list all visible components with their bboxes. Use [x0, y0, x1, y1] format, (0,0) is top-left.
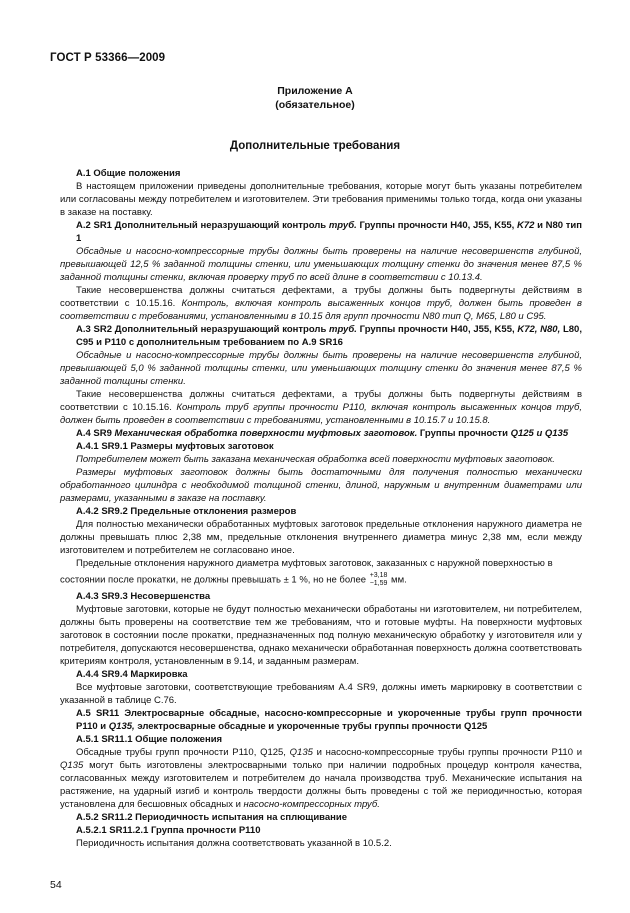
appendix-subtitle: (обязательное): [275, 99, 355, 111]
heading-text: A.4 SR9: [76, 428, 115, 439]
tolerance-minus: −1,59: [369, 580, 388, 587]
tolerance-text: состоянии после прокатки, не должны превышать ± 1 %, но не более: [60, 574, 367, 586]
heading-text: Группы прочности: [417, 428, 511, 439]
paragraph-italic-text: Q135: [60, 760, 84, 771]
tolerance-unit: мм.: [391, 574, 407, 586]
heading-italic-text: Механическая обработка поверхности муфтовых заготовок.: [114, 428, 418, 439]
section-heading-a1: A.1 Общие положения: [76, 168, 181, 179]
appendix-title: Приложение А: [277, 85, 353, 97]
paragraph-italic-text: Контроль труб группы прочности P110, включая контроль высаженных концов труб, должен быть проведен в соответствии с требованиями, установленными в 10.15.7 и 10.15.8.: [60, 402, 582, 426]
paragraph: Все муфтовые заготовки, соответствующие требованиям A.4 SR9, должны иметь маркировку в соответствии с указанной в таблице C.76.: [60, 682, 582, 706]
heading-text: L80, C95 и P110 с дополнительным требованием по A.9 SR16: [76, 324, 582, 348]
heading-italic-text: K72: [516, 220, 535, 231]
tolerance-limits: [370, 572, 388, 588]
paragraph-text: Обсадные трубы групп прочности P110, Q125,: [76, 747, 290, 758]
main-title: Дополнительные требования: [229, 140, 401, 152]
section-heading-a4-4: A.4.4 SR9.4 Маркировка: [76, 669, 188, 680]
heading-italic-text: труб.: [328, 220, 357, 231]
paragraph-text: Такие несовершенства должны считаться дефектами, а трубы должны быть подвергнуты действиям в соответствии с 10.15.16.: [60, 285, 582, 309]
paragraph-italic: Обсадные и насосно-компрессорные трубы должны быть проверены на наличие несовершенств глубиной, превышающей 5,0 % заданной толщины стенки, или уменьшающих толщину стенки до значения менее 87,5 % заданной толщины стенки.: [60, 350, 582, 387]
paragraph: [60, 284, 582, 323]
section-heading-a5-1: A.5.1 SR11.1 Общие положения: [76, 734, 223, 745]
heading-italic-text: K72, N80,: [517, 324, 561, 335]
heading-text: A.3 SR2 Дополнительный неразрушающий контроль: [76, 324, 330, 335]
paragraph: Муфтовые заготовки, которые не будут полностью механически обработаны ни изготовителем, ни потребителем, должны быть проверены на соответствие тем же требованиям, что и готовые муфты. На поверхности муфтовых заготовок в состоянии после прокатки, предназначенных под полную механическую обработку у изготовителя или у потребителя, допускаются несовершенства, однако механически обработанная поверхность должна соответствовать критериям контроля, установленным в 9.14, и заданным размерам.: [60, 604, 582, 667]
heading-text: электросварные обсадные и укороченные трубы группы прочности Q125: [134, 721, 488, 732]
paragraph-italic: Обсадные и насосно-компрессорные трубы должны быть проверены на наличие несовершенств глубиной, превышающей 12,5 % заданной толщины стенки, или уменьшающих толщину стенки до значения менее 87,5 % заданной толщины стенки, включая проверку труб по всей длине в соответствии с 10.13.4.: [60, 246, 582, 283]
page-number: 54: [50, 879, 62, 891]
section-heading-a4-1: A.4.1 SR9.1 Размеры муфтовых заготовок: [76, 441, 274, 452]
section-heading-a3: [60, 323, 582, 349]
heading-italic-text: Q135,: [108, 721, 135, 732]
paragraph: Периодичность испытания должна соответствовать указанной в 10.5.2.: [76, 838, 392, 849]
paragraph: Для полностью механически обработанных муфтовых заготовок предельные отклонения наружного диаметра не должны превышать плюс 2,38 мм, предельные отклонения внутреннего диаметра минус 2,38 мм, если между изготовителем и потребителем не согласовано иное.: [60, 519, 582, 556]
paragraph-italic-text: Q135: [289, 747, 313, 758]
section-heading-a4-2: A.4.2 SR9.2 Предельные отклонения размеров: [76, 506, 297, 517]
section-heading-a4-3: A.4.3 SR9.3 Несовершенства: [76, 591, 211, 602]
heading-text: Группы прочности Н40, J55, K55,: [356, 324, 518, 335]
paragraph: Предельные отклонения наружного диаметра муфтовых заготовок, заказанных с наружной поверхностью в: [76, 558, 553, 569]
heading-italic-text: труб.: [329, 324, 357, 335]
document-body: [60, 167, 582, 850]
heading-italic-text: Q125 и Q135: [510, 428, 569, 439]
section-heading-a5-2-1: A.5.2.1 SR11.2.1 Группа прочности P110: [76, 825, 261, 836]
heading-text: и N80 тип 1: [76, 220, 582, 244]
heading-text: Группы прочности Н40, J55, K55,: [356, 220, 517, 231]
paragraph-italic: Потребителем может быть заказана механическая обработка всей поверхности муфтовых заготовок.: [76, 454, 555, 465]
heading-text: A.5 SR11 Электросварные обсадные, насосно-компрессорные и укороченные трубы групп прочности P110 и: [76, 708, 582, 732]
paragraph: [60, 388, 582, 427]
paragraph: В настоящем приложении приведены дополнительные требования, которые могут быть указаны потребителем или согласованы между потребителем и изготовителем. Эти требования применимы только тогда, когда они указаны в заказе на поставку.: [60, 181, 582, 218]
tolerance-plus: +3,18: [369, 572, 388, 579]
section-heading-a5-2: A.5.2 SR11.2 Периодичность испытания на сплющивание: [76, 812, 348, 823]
standard-header: ГОСТ Р 53366—2009: [50, 52, 166, 64]
paragraph-italic-text: насосно-компрессорных труб.: [243, 799, 380, 810]
paragraph: [60, 746, 582, 811]
paragraph-text: и насосно-компрессорные трубы группы прочности P110 и: [312, 747, 582, 758]
paragraph-italic-text: Контроль, включая контроль высаженных концов труб, должен быть проведен в соответствии с требованиями, установленными в 10.15 для групп прочности N80 тип Q, M65, L80 и C95.: [60, 298, 582, 322]
section-heading-a5: [60, 707, 582, 733]
heading-text: A.2 SR1 Дополнительный неразрушающий контроль: [76, 220, 329, 231]
section-heading-a4: [60, 427, 582, 440]
tolerance-line: [60, 570, 582, 590]
paragraph-italic: Размеры муфтовых заготовок должны быть достаточными для получения полностью механически обработанного цилиндра с необходимой толщиной стенки, длиной, наружным и внутренним диаметрами или размерами, указанными в заказе на поставку.: [60, 467, 582, 504]
paragraph-text: могут быть изготовлены электросварными только при наличии подробных процедур контроля качества, согласованных между изготовителем и потребителем до начала производства труб. Механические испытания на растяжение, на ударный изгиб и контроль твердости должны быть проведены с той же периодичностью, которая установлена для бесшовных обсадных и: [60, 760, 582, 810]
section-heading-a2: [60, 219, 582, 245]
paragraph-text: Такие несовершенства должны считаться дефектами, а трубы должны быть подвергнуты действиям в соответствии с 10.15.16.: [60, 389, 582, 413]
